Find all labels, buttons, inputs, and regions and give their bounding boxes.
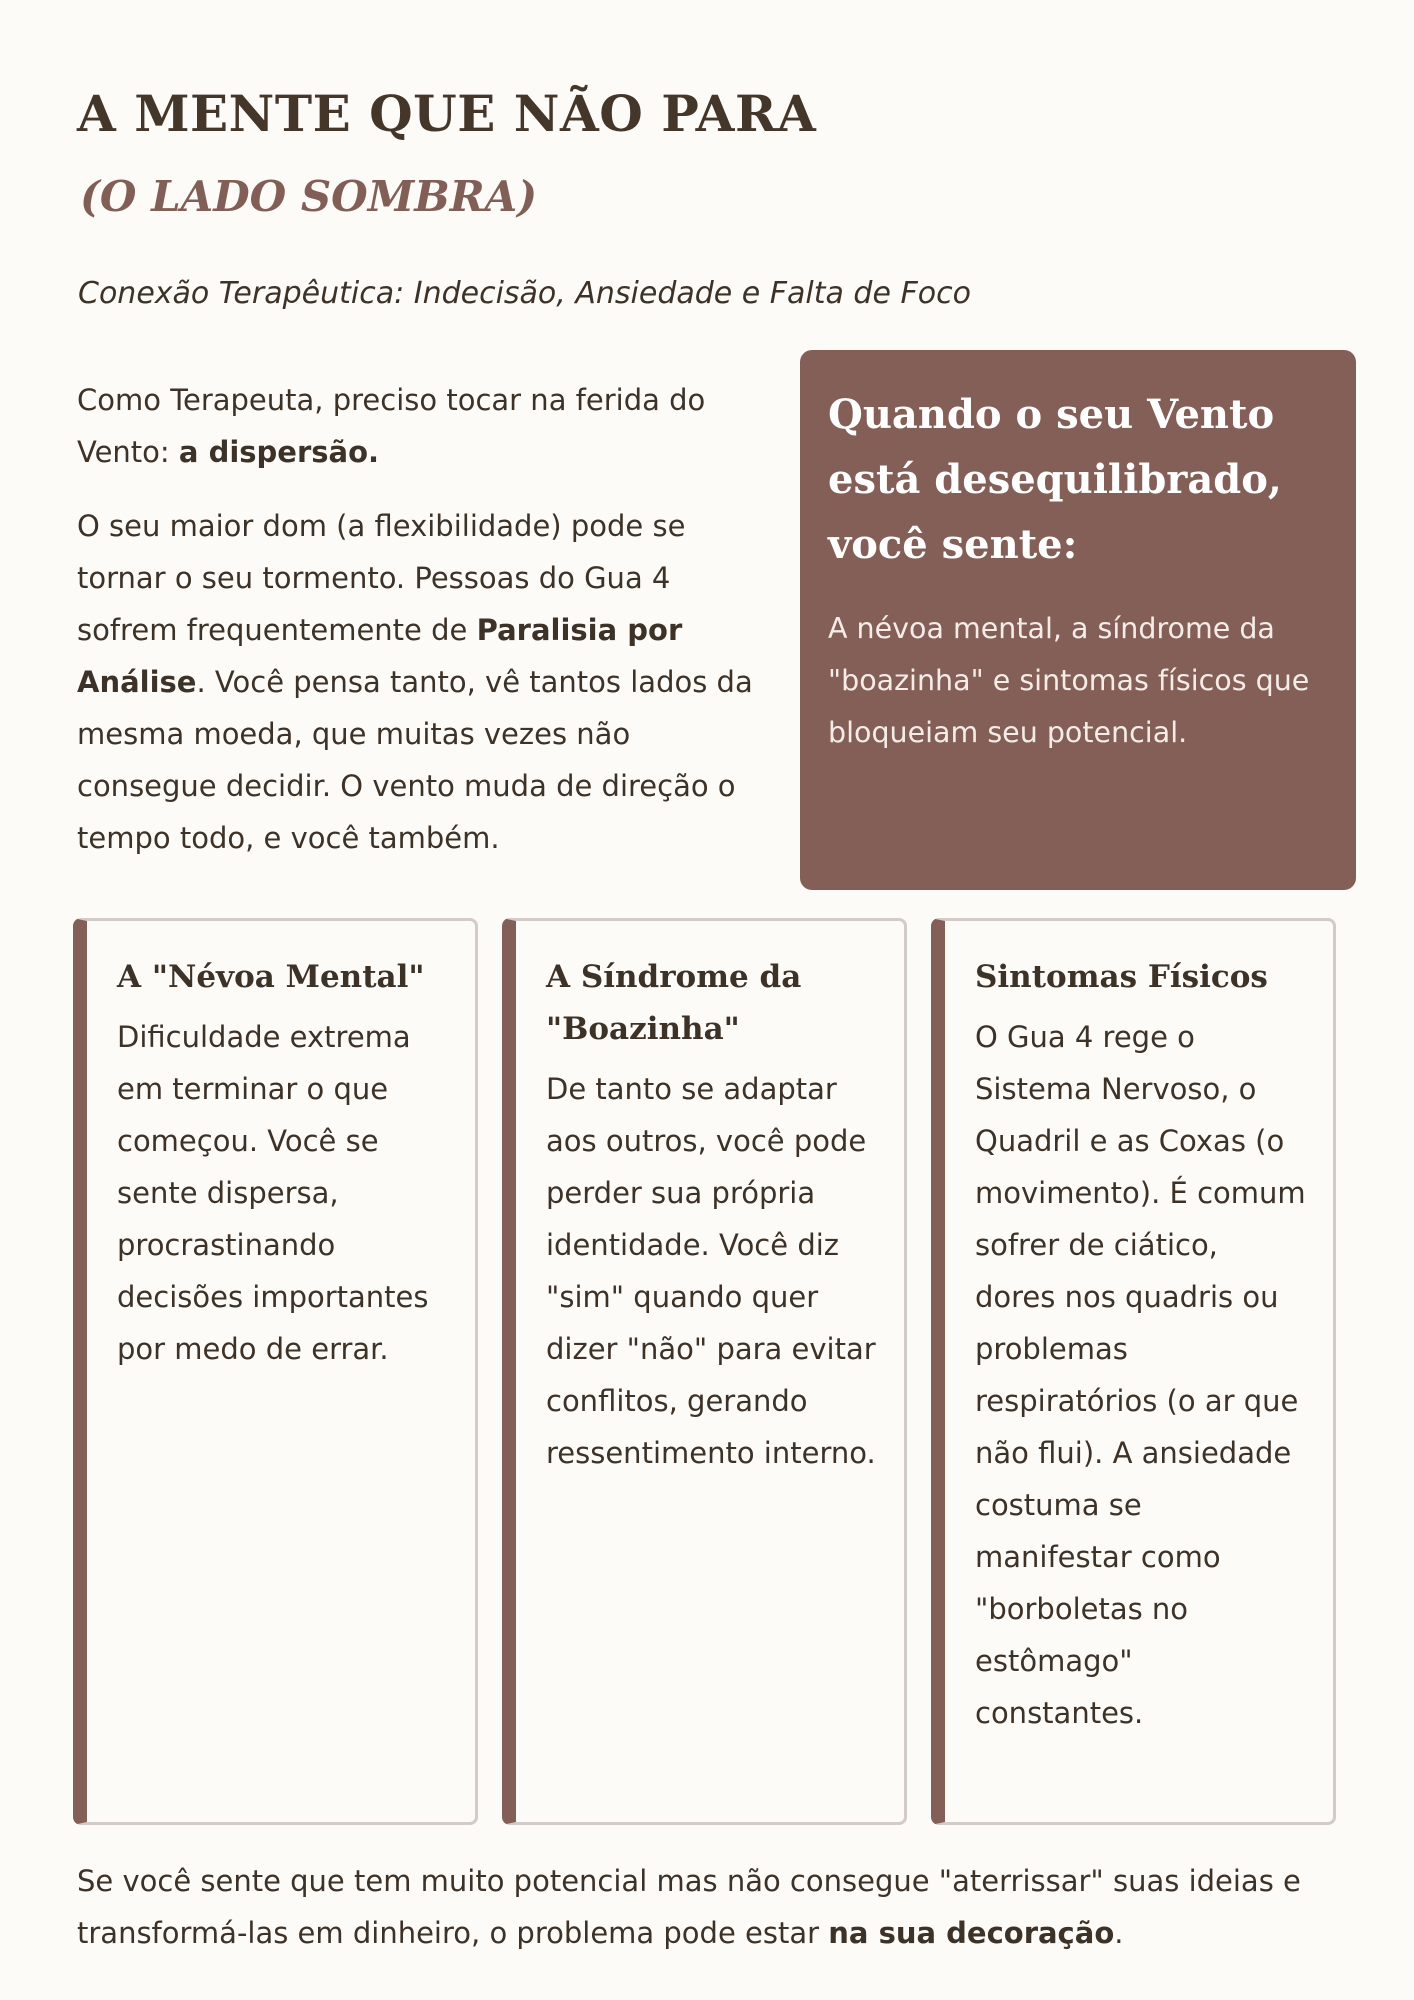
intro-p2-text-end: . Você pensa tanto, vê tantos lados da mesma moeda, que muitas vezes não consegue decidir. O vento muda de direção o tempo todo, e você também. [77,665,753,855]
footer-text-end: . [1114,1916,1124,1950]
card-body: Dificuldade extrema em terminar o que começou. Você se sente dispersa, procrastinando decisões importantes por medo de errar. [117,1020,429,1366]
card-body: O Gua 4 rege o Sistema Nervoso, o Quadril e as Coxas (o movimento). É comum sofrer de ciático, dores nos quadris ou problemas respiratórios (o ar que não flui). A ansiedade costuma se manifestar como "borboletas no estômago" constantes. [975,1020,1306,1730]
page-title: A MENTE QUE NÃO PARA [77,84,817,143]
card-sintomas-fisicos [931,918,1336,1825]
callout-body: A névoa mental, a síndrome da "boazinha" e sintomas físicos que bloqueiam seu potencial. [828,612,1310,749]
intro-p1-text: Como Terapeuta, preciso tocar na ferida do Vento: [77,383,706,469]
intro-paragraph-1 [77,374,757,478]
footer-text-bold: na sua decoração [828,1916,1115,1950]
callout-heading: Quando o seu Vento está desequilibrado, você sente: [828,391,1282,568]
intro-p2-bold: Paralisia por Análise [77,613,683,699]
therapeutic-connection-tagline: Conexão Terapêutica: Indecisão, Ansiedade e Falta de Foco [78,276,971,311]
card-nevoa-mental [73,918,478,1825]
intro-text [77,374,757,886]
card-body: De tanto se adaptar aos outros, você pode perder sua própria identidade. Você diz "sim" quando quer dizer "não" para evitar conflitos, gerando ressentimento interno. [546,1072,876,1470]
card-title: Sintomas Físicos [975,959,1268,995]
card-sindrome-boazinha [502,918,907,1825]
card-title: A Síndrome da "Boazinha" [546,959,802,1047]
footer-text-main: Se você sente que tem muito potencial mas não consegue "aterrissar" suas ideias e transformá-las em dinheiro, o problema pode estar [77,1864,1301,1950]
page-subtitle: (O LADO SOMBRA) [80,172,538,221]
intro-paragraph-2 [77,500,757,864]
intro-p1-bold: a dispersão. [178,435,380,469]
footer-text [77,1855,1357,1959]
card-title: A "Névoa Mental" [117,959,425,995]
callout-box [800,350,1356,890]
intro-p2-text: O seu maior dom (a flexibilidade) pode se tornar o seu tormento. Pessoas do Gua 4 sofrem frequentemente de [77,509,686,647]
